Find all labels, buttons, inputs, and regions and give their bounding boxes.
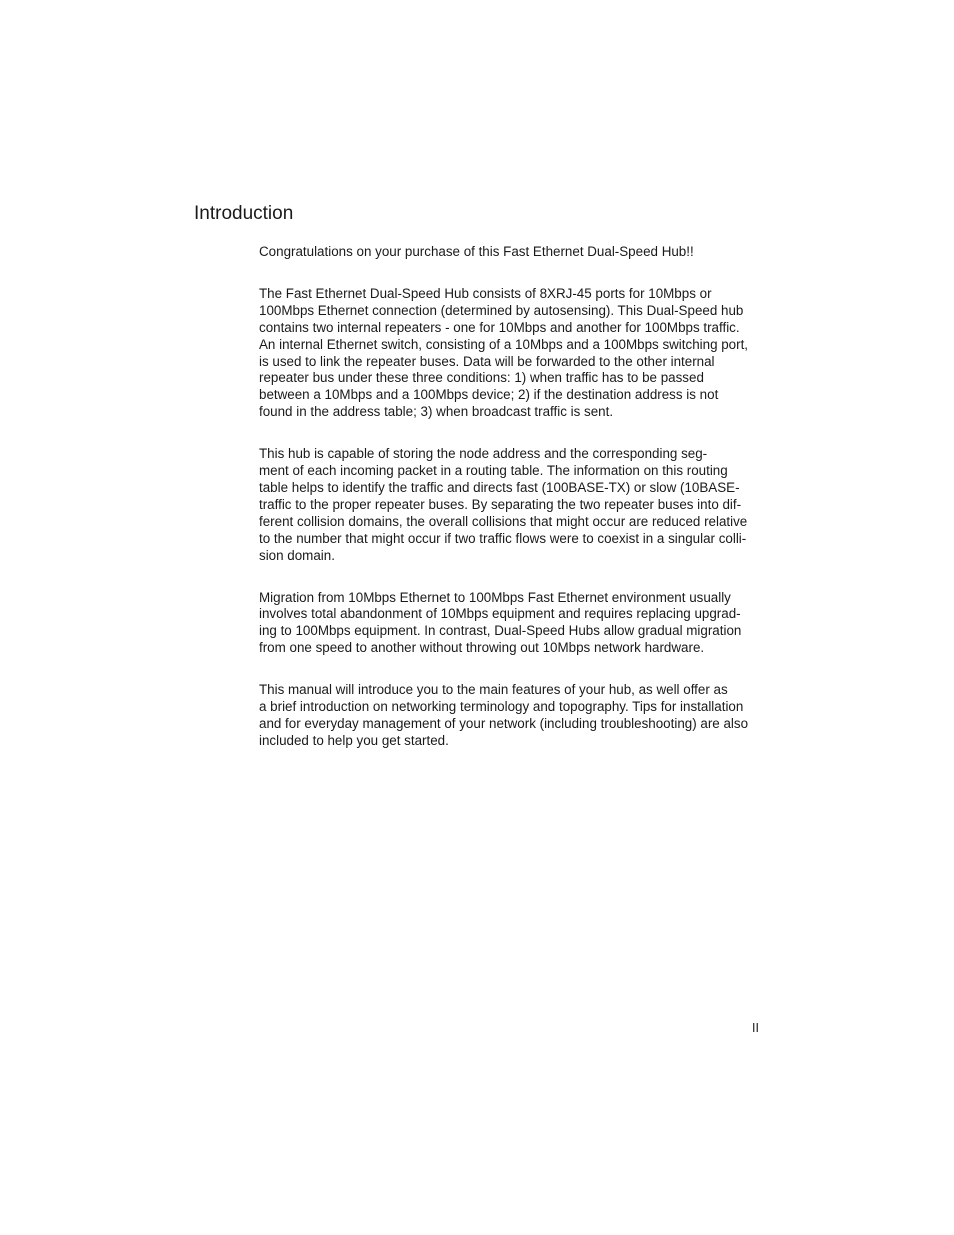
paragraph-line: This hub is capable of storing the node address and the corresponding seg-: [259, 446, 708, 462]
paragraph-line: ing to 100Mbps equipment. In contrast, Dual-Speed Hubs allow gradual migration: [259, 623, 742, 639]
paragraph-line: involves total abandonment of 10Mbps equipment and requires replacing upgrad-: [259, 606, 741, 622]
paragraph-line: An internal Ethernet switch, consisting of a 10Mbps and a 100Mbps switching port,: [259, 336, 749, 352]
paragraph-line: ferent collision domains, the overall collisions that might occur are reduced relative: [259, 513, 748, 529]
page-number: II: [752, 1021, 759, 1035]
paragraph-line: from one speed to another without throwing out 10Mbps network hardware.: [259, 640, 705, 656]
paragraph-line: to the number that might occur if two traffic flows were to coexist in a singular colli-: [259, 530, 747, 546]
body-text: [237, 244, 760, 775]
paragraph-migration: [237, 590, 760, 658]
paragraph-line: a brief introduction on networking terminology and topography. Tips for installation: [259, 699, 744, 715]
paragraph-line: is used to link the repeater buses. Data will be forwarded to the other internal: [259, 353, 715, 369]
paragraph-line: This manual will introduce you to the main features of your hub, as well offer as: [259, 682, 728, 698]
paragraph-line: found in the address table; 3) when broadcast traffic is sent.: [259, 404, 614, 420]
paragraph-manual-overview: [237, 682, 760, 750]
paragraph-line: Congratulations on your purchase of this Fast Ethernet Dual-Speed Hub!!: [259, 244, 694, 259]
paragraph-line: The Fast Ethernet Dual-Speed Hub consists of 8XRJ-45 ports for 10Mbps or: [259, 285, 712, 301]
paragraph-line: contains two internal repeaters - one for 10Mbps and another for 100Mbps traffic.: [259, 319, 740, 335]
paragraph-line: sion domain.: [259, 547, 335, 563]
paragraph-line: table helps to identify the traffic and directs fast (100BASE-TX) or slow (10BASE-: [259, 479, 740, 495]
paragraph-line: repeater bus under these three conditions: 1) when traffic has to be passed: [259, 370, 704, 386]
paragraph-hub-overview: [237, 286, 760, 421]
paragraph-line: included to help you get started.: [259, 732, 449, 748]
paragraph-line: 100Mbps Ethernet connection (determined by autosensing). This Dual-Speed hub: [259, 302, 744, 318]
paragraph-congratulations: [237, 244, 760, 261]
paragraph-line: and for everyday management of your network (including troubleshooting) are also: [259, 715, 749, 731]
paragraph-line: traffic to the proper repeater buses. By separating the two repeater buses into dif-: [259, 496, 742, 512]
paragraph-line: Migration from 10Mbps Ethernet to 100Mbps Fast Ethernet environment usually: [259, 589, 731, 605]
page-heading: Introduction: [194, 203, 294, 224]
paragraph-routing-table: [237, 446, 760, 564]
paragraph-line: between a 10Mbps and a 100Mbps device; 2) if the destination address is not: [259, 387, 719, 403]
paragraph-line: ment of each incoming packet in a routing table. The information on this routing: [259, 463, 728, 479]
